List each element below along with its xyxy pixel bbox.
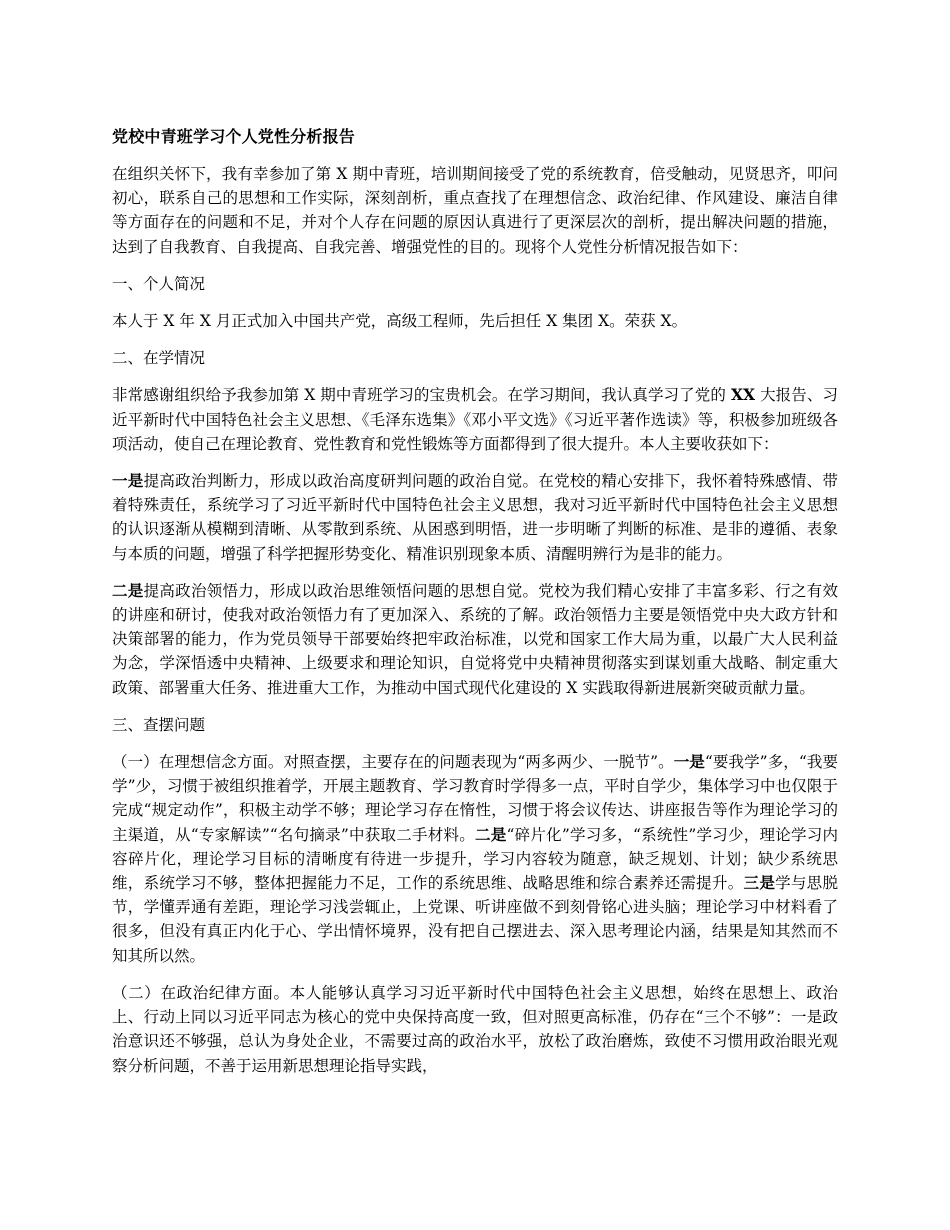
text-run: （一）在理想信念方面。对照查摆，主要存在的问题表现为“两多两少、一脱节”。 <box>112 753 674 772</box>
document-body <box>112 126 838 1078</box>
body-paragraph <box>112 469 838 566</box>
emphasis-marker: 三是 <box>743 873 776 893</box>
page-title: 党校中青班学习个人党性分析报告 <box>112 127 356 146</box>
text-run: 本人于 X 年 X 月正式加入中国共产党，高级工程师，先后担任 X 集团 X。荣获 X。 <box>112 312 688 331</box>
body-paragraph <box>112 162 838 259</box>
text-run: “碎片化”学习多，“系统性”学习少，理论学习内容碎片化，理论学习目标的清晰度有待进一步提升，学习内容较为随意，缺乏规划、计划；缺少系统思维，系统学习不够，整体把握能力不足，工作的系统思维、战略思维和综合素养还需提升。 <box>112 825 838 893</box>
text-run: “要我学”多，“我要学”少，习惯于被组织推着学，开展主题教育、学习教育时学得多一点，平时自学少，集体学习中也仅限于完成“规定动作”，积极主动学不够；理论学习存在惰性，习惯于将会议传达、讲座报告等作为理论学习的主渠道，从“专家解读”“名句摘录”中获取二手材料。 <box>112 753 838 844</box>
body-paragraph <box>112 579 838 700</box>
text-run: 大报告、习近平新时代中国特色社会主义思想、《毛泽东选集》《邓小平文选》《习近平著作选读》等，积极参加班级各项活动，使自己在理论教育、党性教育和党性锻炼等方面都得到了很大提升。本人主要收获如下： <box>112 386 838 453</box>
text-run: 非常感谢组织给予我参加第 X 期中青班学习的宝贵机会。在学习期间，我认真学习了党的 <box>112 386 731 405</box>
text-run: 三、查摆问题 <box>112 715 206 734</box>
text-run: 在组织关怀下，我有幸参加了第 X 期中青班，培训期间接受了党的系统教育，倍受触动，见贤思齐，叩问初心，联系自己的思想和工作实际，深刻剖析，重点查找了在理想信念、政治纪律、作风建设、廉洁自律等方面存在的问题和不足，并对个人存在问题的原因认真进行了更深层次的剖析，提出解决问题的措施，达到了自我教育、自我提高、自我完善、增强党性的目的。现将个人党性分析情况报告如下： <box>112 165 838 256</box>
text-run: 二、在学情况 <box>112 349 206 368</box>
text-run: 提高政治判断力，形成以政治高度研判问题的政治自觉。在党校的精心安排下，我怀着特殊感情、带着特殊责任，系统学习了习近平新时代中国特色社会主义思想，我对习近平新时代中国特色社会主义思想的认识逐渐从模糊到清晰、从零散到系统、从困惑到明悟，进一步明晰了判断的标准、是非的遵循、表象与本质的问题，增强了科学把握形势变化、精准识别现象本质、清醒明辨行为是非的能力。 <box>112 472 838 563</box>
body-paragraph <box>112 750 838 968</box>
body-paragraph <box>112 981 838 1078</box>
emphasis-marker: 一是 <box>673 752 705 772</box>
emphasis-marker: XX <box>730 385 756 405</box>
paragraph-list <box>112 162 838 1078</box>
emphasis-marker: 二是 <box>475 824 507 844</box>
text-run: （二）在政治纪律方面。本人能够认真学习习近平新时代中国特色社会主义思想，始终在思想上、政治上、行动上同以习近平同志为核心的党中央保持高度一致，但对照更高标准，仍存在“三个不够”：一是政治意识还不够强，总认为身处企业，不需要过高的政治水平，放松了政治磨炼，致使不习惯用政治眼光观察分析问题，不善于运用新思想理论指导实践， <box>112 983 838 1075</box>
emphasis-marker: 一是 <box>112 471 144 491</box>
section-heading <box>112 346 838 370</box>
text-run: 学与思脱节，学懂弄通有差距，理论学习浅尝辄止，上党课、听讲座做不到刻骨铭心进头脑；理论学习中材料看了很多，但没有真正内化于心、学出情怀境界，没有把自己摆进去、深入思考理论内涵，结果是知其然而不知其所以然。 <box>112 874 838 965</box>
text-run: 提高政治领悟力，形成以政治思维领悟问题的思想自觉。党校为我们精心安排了丰富多彩、行之有效的讲座和研讨，使我对政治领悟力有了更加深入、系统的了解。政治领悟力主要是领悟党中央大政方针和决策部署的能力，作为党员领导干部要始终把牢政治标准，以党和国家工作大局为重，以最广大人民利益为念，学深悟透中央精神、上级要求和理论知识，自觉将党中央精神贯彻落实到谋划重大战略、制定重大政策、部署重大任务、推进重大工作，为推动中国式现代化建设的 X 实践取得新进展新突破贡献力量。 <box>112 581 838 697</box>
section-heading <box>112 272 838 296</box>
text-run: 一、个人简况 <box>112 274 206 293</box>
section-heading <box>112 713 838 737</box>
body-paragraph <box>112 383 838 456</box>
body-paragraph <box>112 309 838 333</box>
emphasis-marker: 二是 <box>112 580 144 600</box>
page-bottom-clip <box>0 1118 950 1230</box>
